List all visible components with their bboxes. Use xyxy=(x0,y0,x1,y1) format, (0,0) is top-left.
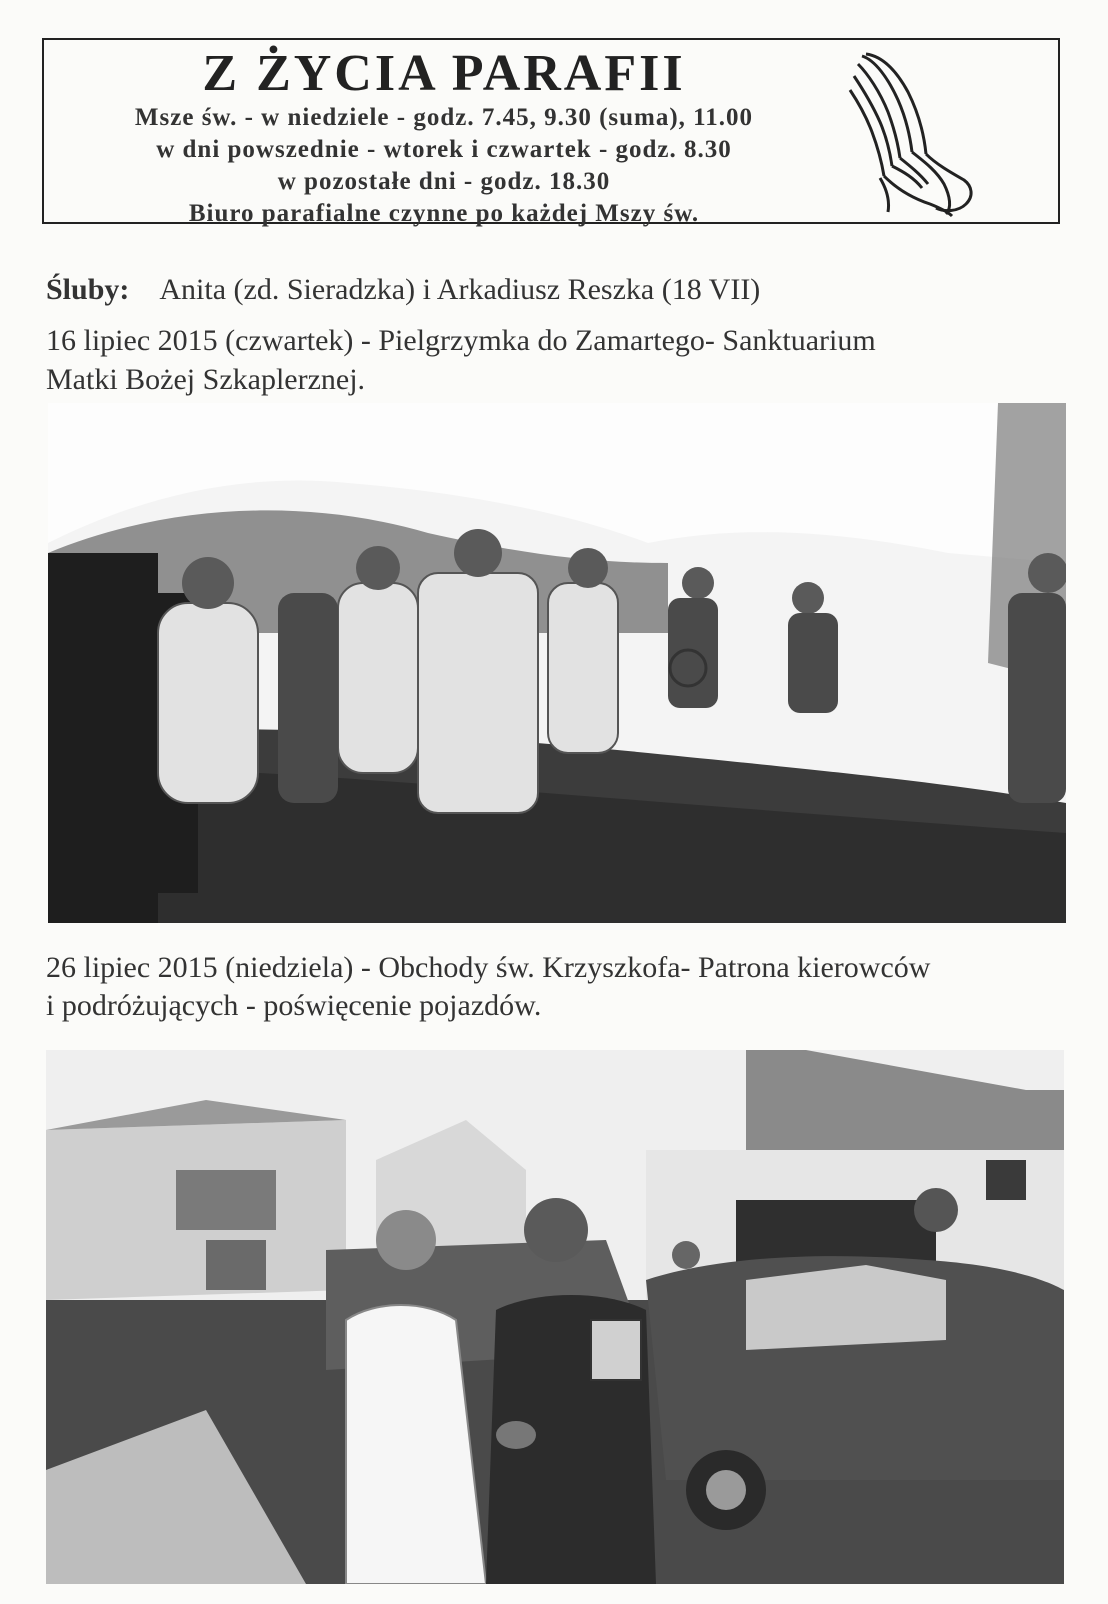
header-box xyxy=(42,38,1060,227)
vehicle-blessing-photo xyxy=(46,1050,1064,1584)
weddings-text: Anita (zd. Sieradzka) i Arkadiusz Reszka (18 VII) xyxy=(159,273,761,306)
event1-line2: Matki Bożej Szkaplerznej. xyxy=(46,363,366,396)
event2-line2: i podróżujących - poświęcenie pojazdów. xyxy=(46,989,542,1022)
praying-hands-icon xyxy=(840,48,980,218)
event2-line1: 26 lipiec 2015 (niedziela) - Obchody św. Krzyszkofa- Patrona kierowców xyxy=(46,951,931,984)
pilgrimage-photo-image xyxy=(48,403,1066,923)
pilgrimage-photo xyxy=(48,403,1066,923)
weddings-line xyxy=(46,272,760,308)
header-text xyxy=(54,46,834,230)
vehicle-blessing-photo-image xyxy=(46,1050,1064,1584)
page-title: Z ŻYCIA PARAFII xyxy=(202,45,686,102)
event1-line1: 16 lipiec 2015 (czwartek) - Pielgrzymka do Zamartego- Sanktuarium xyxy=(46,324,876,357)
parish-office-hours: Biuro parafialne czynne po każdej Mszy św. xyxy=(188,200,700,227)
mass-schedule-other-days: w pozostałe dni - godz. 18.30 xyxy=(277,168,611,195)
mass-schedule-weekday: w dni powszednie - wtorek i czwartek - godz. 8.30 xyxy=(156,136,732,163)
mass-schedule-sunday: Msze św. - w niedziele - godz. 7.45, 9.30 (suma), 11.00 xyxy=(134,104,754,131)
weddings-label: Śluby: xyxy=(46,273,130,306)
